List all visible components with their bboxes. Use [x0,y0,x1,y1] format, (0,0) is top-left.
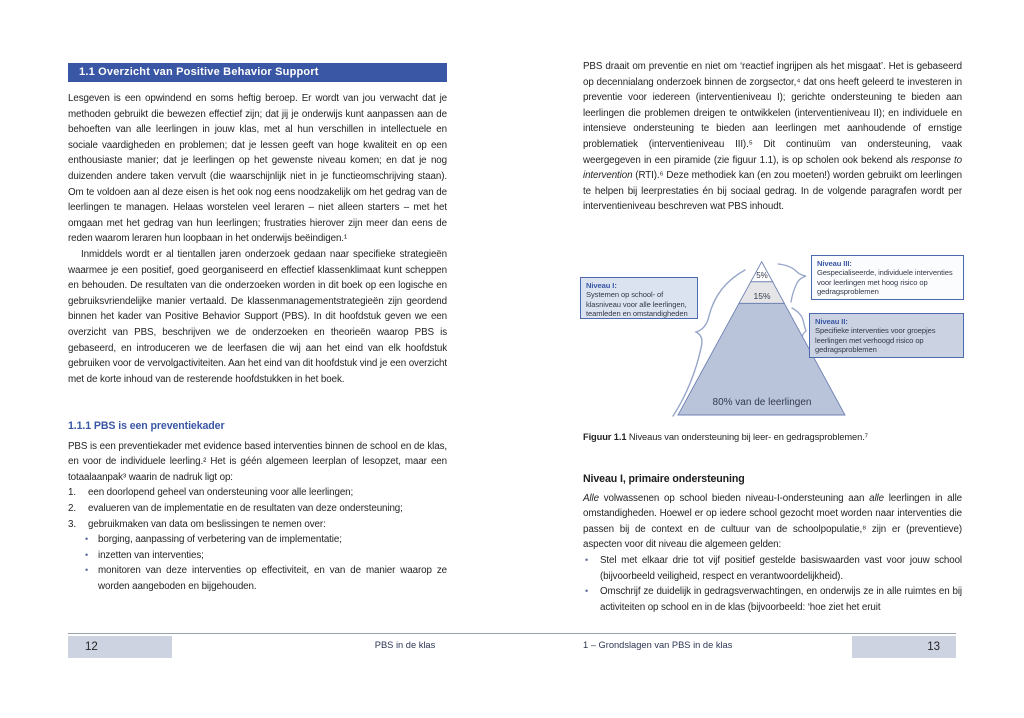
bullet-list-item [68,563,447,594]
pyramid-base-label: 80% van de leerlingen [712,397,812,408]
list-text: gebruikmaken van data om beslissingen te nemen over: [88,518,326,530]
list-number: 2. [68,502,76,514]
list-number: 1. [68,487,76,499]
left-page-subsection [68,419,447,595]
bullet-list-item [583,584,962,615]
niveau2-text: Specifieke interventies voor groepjes leerlingen met verhoogd risico op gedragsproblemen [815,326,936,354]
body-paragraph: Alle volwassenen op school bieden niveau-I-ondersteuning aan alle leerlingen in alle omstandigheden. Hoewel er op iedere school gezocht moet worden naar interventies die passen bij de context en de cultuur van de schoolpopulatie,⁸ zijn er (preventieve) aspecten voor dit niveau die algemeen gelden: [583,492,963,551]
body-paragraph: PBS is een preventiekader met evidence based interventies binnen de school en de klas, en voor de individuele leerling.² Het is géén algemeen leerplan of lesopzet, maar een totaalaanpak³ waarin de nadruk ligt op: [68,440,447,483]
bullet-list-item [583,553,962,584]
niveau2-label-box [809,313,964,358]
body-paragraph: Inmiddels wordt er al tientallen jaren onderzoek gedaan naar specifieke strategieën waarmee je een positief, goed georganiseerd en effectief klassenklimaat kunt scheppen en behouden. De resultaten van die onderzoeken worden in dit boek op een logische en gebruiksvriendelijke manier vertaald. De klassenmanagementstrategieën zijn geordend binnen het kader van Positive Behavior Support (PBS). In dit hoofdstuk geven we een overzicht van PBS, beschrijven we de onderzoeken en theorieën waarop PBS is gebaseerd, en introduceren we de leerfasen die wij aan het eind van elk hoofdstuk gebruiken voor de vervolgactiviteiten. Aan het eind van dit hoofdstuk vind je een overzicht met de korte inhoud van de resterende hoofdstukken in het boek. [68,248,447,385]
niveau3-title: Niveau III: [817,259,852,268]
niveau3-label-box [811,255,964,300]
section-header-bar: 1.1 Overzicht van Positive Behavior Support [68,63,447,82]
body-paragraph: Lesgeven is een opwindend en soms heftig beroep. Er wordt van jou verwacht dat je methoden gebruikt die bewezen effectief zijn; dat jij je onderwijs kunt aanpassen aan de behoeften van alle leerlingen in jouw klas, met al hun verschillen in intellectuele en sociale vaardigheden en problemen; dat je lessen geeft van hoge kwaliteit en op een enthousiaste manier; dat je leerlingen op het gewenste niveau komen; en dat je nog duizenden andere taken vervult (die waarschijnlijk niet in je functieomschrijving staan). Om te voldoen aan al deze eisen is het ook nog eens noodzakelijk om het gedrag van de leerlingen te managen. Helaas worstelen veel leraren – niet alleen starters – met het omgaan met het gedrag van hun leerlingen; frustraties hierover zijn meer dan eens de reden waarom leraren hun loopbaan in het onderwijs beëindigen.¹ [68,93,447,245]
list-number: 3. [68,518,76,530]
bullet-dot: • [85,549,89,560]
right-page-subsection [583,472,962,615]
list-text: Stel met elkaar drie tot vijf positief gestelde basiswaarden vast voor jouw school (bijvoorbeeld veiligheid, respect en verantwoordelijkheid). [600,554,962,582]
page-number-right: 13 [852,636,956,658]
niveau2-title: Niveau II: [815,317,848,326]
niveau1-text: Systemen op school- of klasniveau voor alle leerlingen, teamleden en omstandigheden [586,290,688,318]
subsection-heading: 1.1.1 PBS is een preventiekader [68,420,225,432]
figure-caption: Figuur 1.1 Niveaus van ondersteuning bij leer- en gedragsproblemen.⁷ [583,432,868,442]
bullet-dot: • [85,565,89,576]
right-page-body [583,59,962,241]
niveau3-text: Gespecialiseerde, individuele interventies voor leerlingen met hoog risico op gedragsproblemen [817,268,953,296]
list-text: evalueren van de implementatie en de resultaten van deze ondersteuning; [88,502,403,514]
numbered-list-item [68,485,447,501]
bullet-dot: • [585,586,589,597]
niveau1-section-heading: Niveau I, primaire ondersteuning [583,473,745,485]
list-text: inzetten van interventies; [98,549,204,561]
niveau1-label-box [580,277,698,319]
running-title-right: 1 – Grondslagen van PBS in de klas [583,640,733,650]
numbered-list-item [68,517,447,533]
bullet-dot: • [85,534,89,545]
brace-right-niveau3 [778,264,806,302]
bullet-dot: • [585,554,589,565]
left-page-body [68,91,447,423]
pyramid-mid-label: 15% [753,291,771,301]
pyramid-figure [575,252,965,430]
list-text: monitoren van deze interventies op effectiviteit, en van de manier waarop ze worden aangeboden en bijgehouden. [98,565,447,592]
running-title-left: PBS in de klas [374,640,436,650]
list-text: een doorlopend geheel van ondersteuning voor alle leerlingen; [88,487,354,499]
list-text: Omschrijf ze duidelijk in gedragsverwachtingen, en onderwijs ze in alle ruimtes en bij activiteiten op school en in de klas (bijvoorbeeld: ‘hoe ziet het eruit [600,586,962,613]
page-number-left: 12 [68,636,172,658]
footer-rule [68,633,956,634]
numbered-list-item [68,501,447,517]
pyramid-top-label: 5% [756,271,768,280]
bullet-list-item [68,548,447,564]
list-text: borging, aanpassing of verbetering van de implementatie; [98,534,342,546]
bullet-list-item [68,532,447,548]
niveau1-title: Niveau I: [586,281,617,290]
body-paragraph: PBS draait om preventie en niet om ‘reactief ingrijpen als het misgaat’. Het is gebaseerd op decennialang onderzoek binnen de zorgsector,⁴ dat ons heeft geleerd te investeren in preventie voor iedereen (interventieniveau I); gerichte ondersteuning te bieden aan leerlingen die problemen dreigen te ontwikkelen (interventieniveau II); en individuele en intensieve ondersteuning te bieden aan leerlingen met aanhoudende of ernstige problematiek (interventieniveau III).⁵ Dit continuüm van ondersteuning, vaak weergegeven in een piramide (zie figuur 1.1), is op scholen ook bekend als response to intervention (RTI).⁶ Deze methodiek kan (en zou moeten!) worden gebruikt om leerlingen te helpen bij leerprestaties én bij sociaal gedrag. In de volgende paragrafen wordt per interventieniveau beschreven wat PBS inhoudt. [583,61,962,213]
